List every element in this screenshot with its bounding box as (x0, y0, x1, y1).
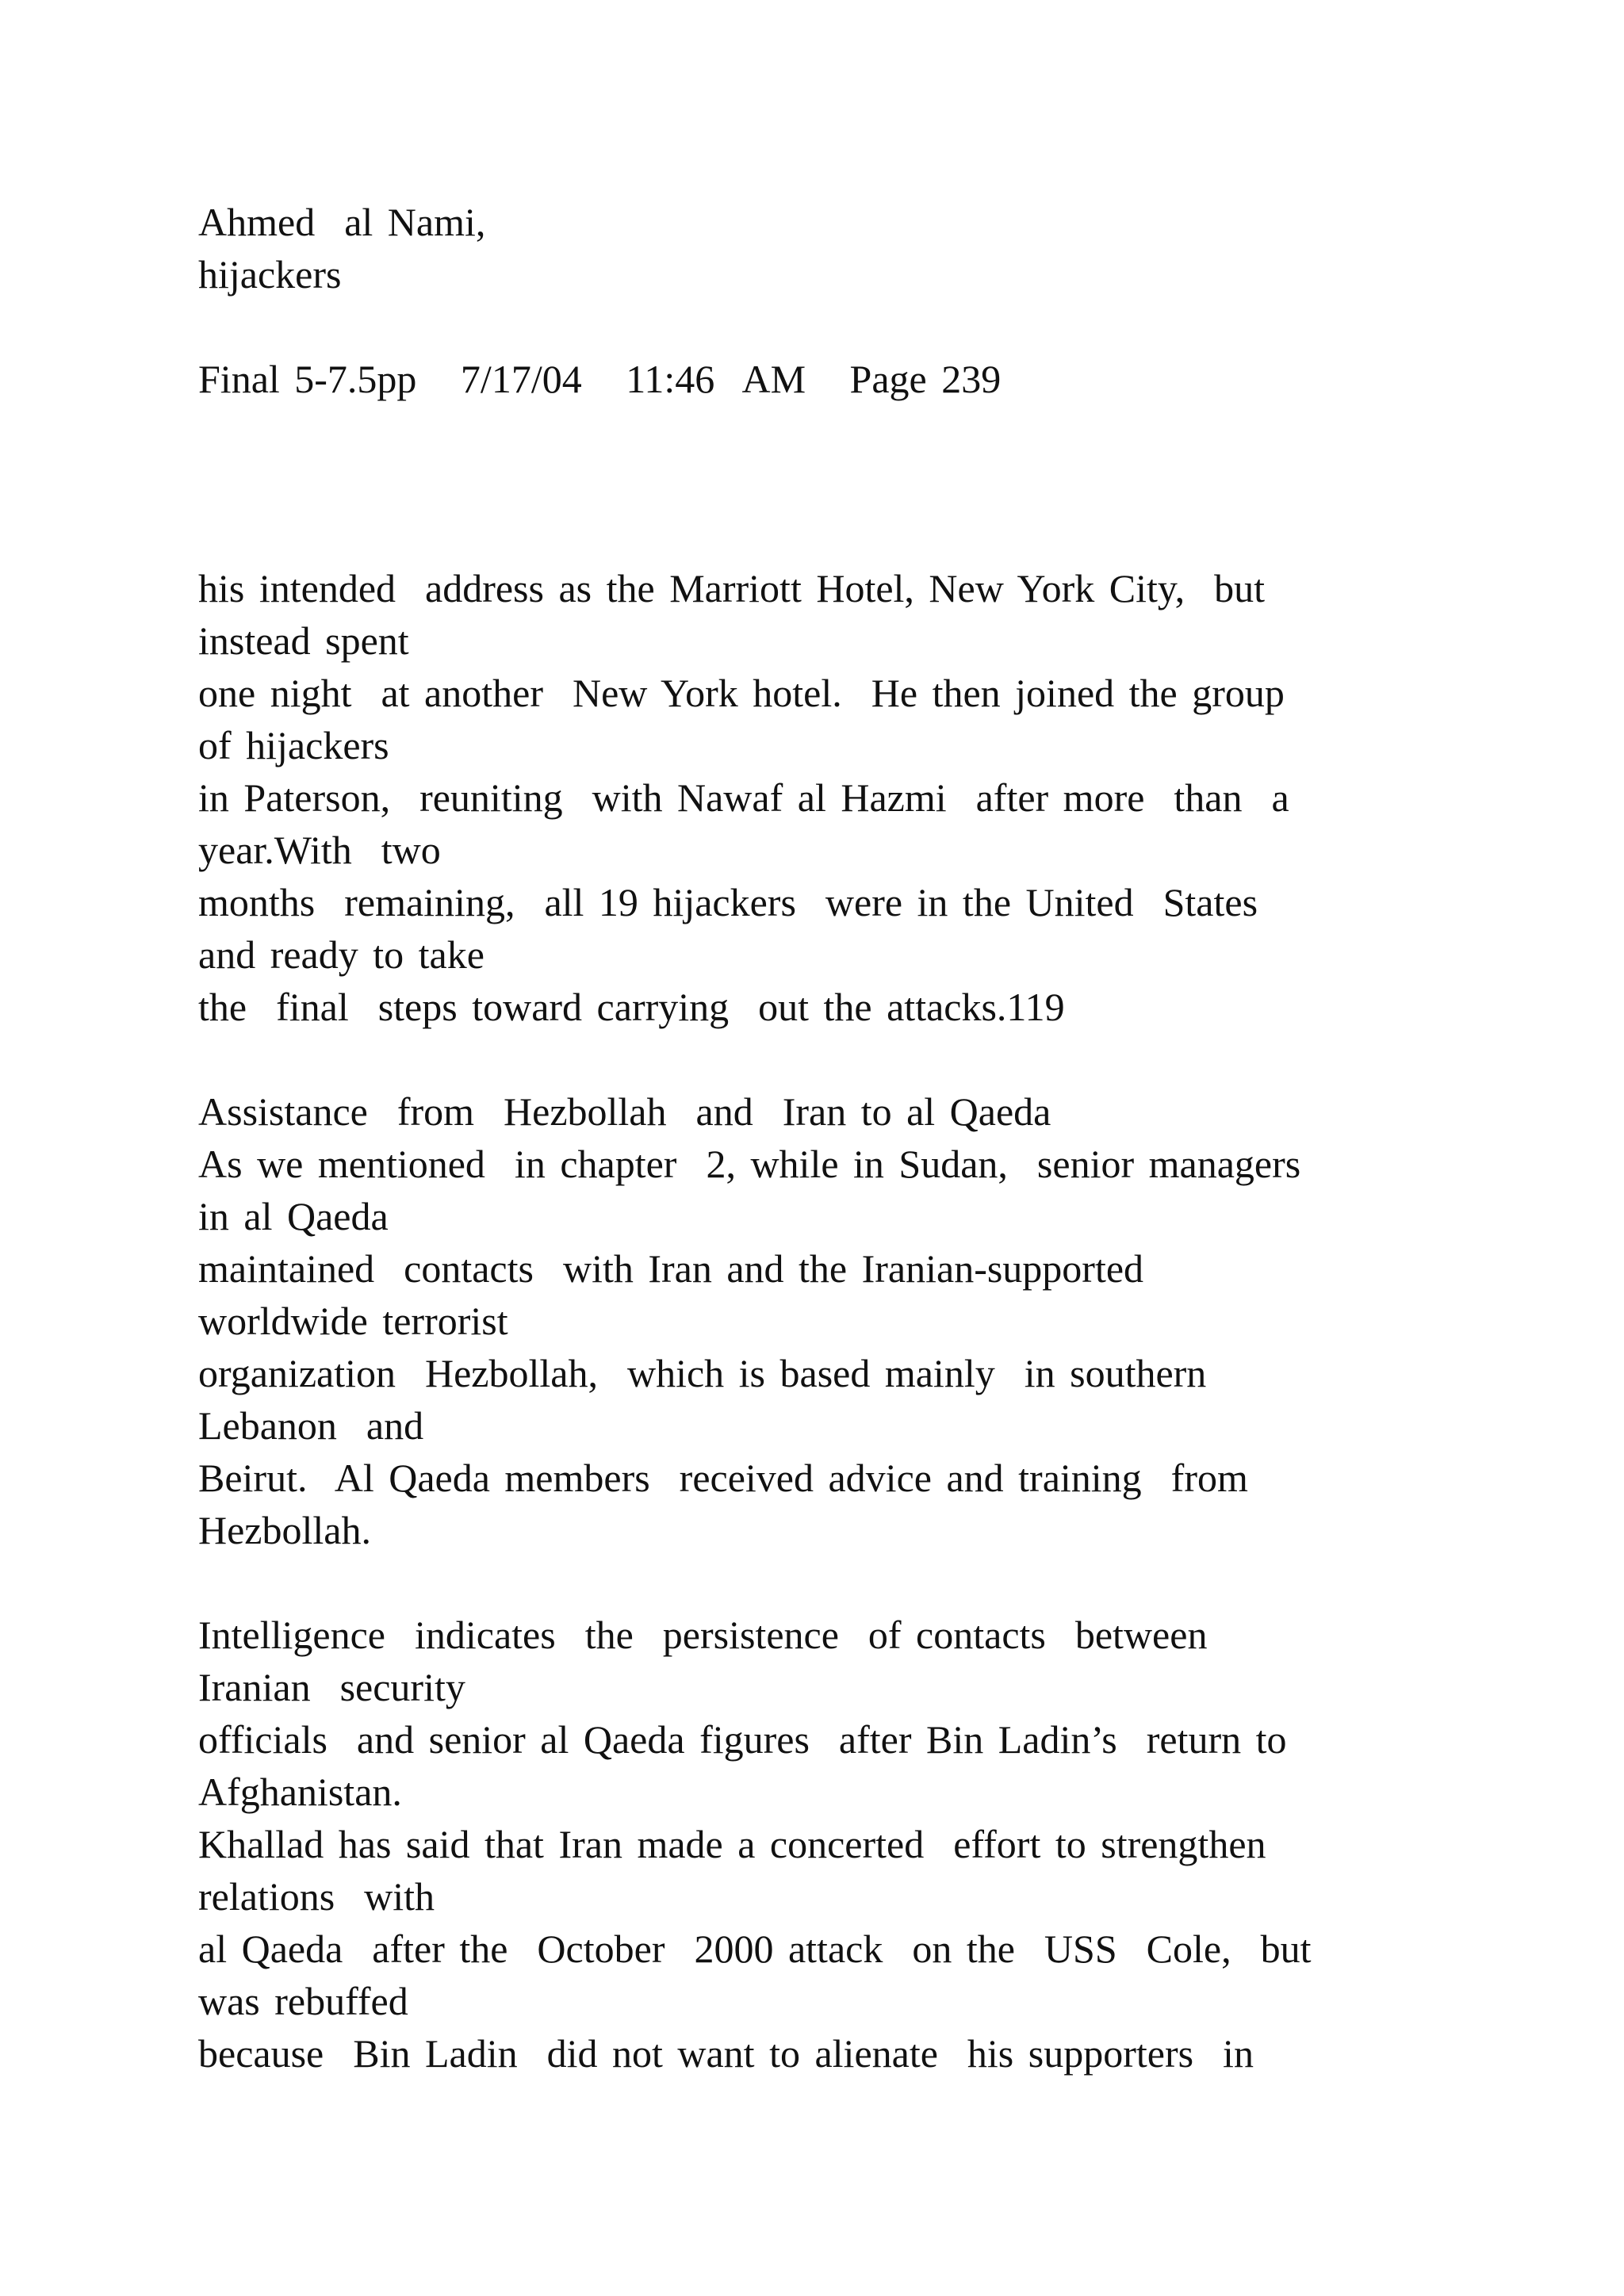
body-line: months remaining, all 19 hijackers were in the United States (198, 880, 1258, 924)
body-line: his intended address as the Marriott Hotel, New York City, but (198, 566, 1265, 610)
section-heading: Assistance from Hezbollah and Iran to al Qaeda (198, 1089, 1051, 1134)
body-line: Beirut. Al Qaeda members received advice and training from (198, 1456, 1248, 1500)
body-line: because Bin Ladin did not want to alienate his supporters in (198, 2031, 1254, 2076)
body-line: year.With two (198, 828, 441, 872)
body-line: worldwide terrorist (198, 1299, 508, 1343)
body-line: Hezbollah. (198, 1508, 371, 1552)
body-line: instead spent (198, 618, 409, 663)
page-slug: Final 5-7.5pp 7/17/04 11:46 AM Page 239 (198, 357, 1002, 401)
header-line: hijackers (198, 252, 342, 297)
body-line: officials and senior al Qaeda figures after Bin Ladin’s return to (198, 1717, 1287, 1762)
body-line: was rebuffed (198, 1979, 408, 2023)
body-line: Lebanon and (198, 1403, 424, 1448)
body-line: the final steps toward carrying out the attacks.119 (198, 985, 1065, 1029)
body-line: Intelligence indicates the persistence of contacts between (198, 1613, 1208, 1657)
header-line: Ahmed al Nami, (198, 200, 486, 244)
body-line: al Qaeda after the October 2000 attack on the USS Cole, but (198, 1927, 1312, 1971)
body-line: in Paterson, reuniting with Nawaf al Hazmi after more than a (198, 775, 1289, 820)
body-line: Khallad has said that Iran made a concerted effort to strengthen (198, 1822, 1266, 1866)
body-line: and ready to take (198, 932, 485, 977)
body-line: in al Qaeda (198, 1194, 389, 1238)
body-line: of hijackers (198, 723, 389, 767)
body-line: maintained contacts with Iran and the Iranian-supported (198, 1246, 1144, 1291)
body-line: Iranian security (198, 1665, 465, 1709)
body-line: relations with (198, 1874, 435, 1919)
body-line: Afghanistan. (198, 1770, 402, 1814)
body-line: organization Hezbollah, which is based mainly in southern (198, 1351, 1207, 1395)
body-line: As we mentioned in chapter 2, while in Sudan, senior managers (198, 1142, 1301, 1186)
body-line: one night at another New York hotel. He then joined the group (198, 671, 1285, 715)
